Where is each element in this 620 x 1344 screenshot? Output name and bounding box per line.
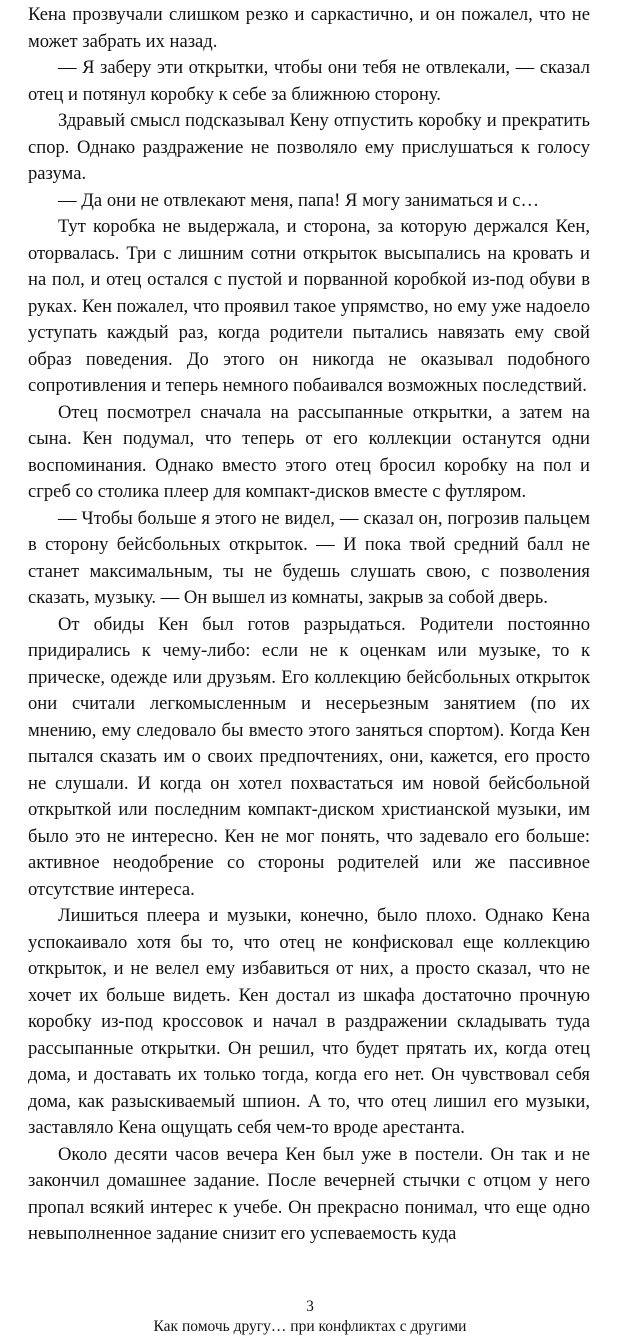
page-number: 3 [306,1298,314,1315]
paragraph-1: Кена прозвучали слишком резко и саркастично, и он пожалел, что не может забрать их назад. [28,4,590,52]
paragraph-10: Около десяти часов вечера Кен был уже в постели. Он так и не закончил домашнее задание. После вечерней стычки с отцом у него пропал всякий интерес к учебе. Он прекрасно понимал, что еще одно невыполненное задание снизит его успеваемость куда [28,1143,590,1244]
body-text [28,2,590,1248]
paragraph-5: Тут коробка не выдержала, и сторона, за которую держался Кен, оторвалась. Три с лишним сотни открыток высыпались на кровать и на пол, и отец остался с пустой и порванной коробкой из-под обуви в руках. Кен пожалел, что проявил такое упрямство, но ему уже надоело уступать каждый раз, когда родители пытались навязать ему свой образ поведения. До этого он никогда не оказывал подобного сопротивления и теперь немного побаивался возможных последствий. [28,216,590,396]
paragraph-9: Лишиться плеера и музыки, конечно, было плохо. Однако Кена успокаивало хотя бы то, что отец не конфисковал еще коллекцию открыток, и не велел ему избавиться от них, а просто сказал, что не хочет их больше видеть. Кен достал из шкафа достаточно прочную коробку из-под кроссовок и начал в раздражении складывать туда рассыпанные открытки. Он решил, что будет прятать их, когда отец дома, и доставать их только тогда, когда его нет. Он чувствовал себя дома, как разыскиваемый шпион. А то, что отец лишил его музыки, заставляло Кена ощущать себя чем-то вроде арестанта. [28,905,590,1138]
paragraph-8: От обиды Кен был готов разрыдаться. Родители постоянно придирались к чему-либо: если не к оценкам или музыке, то к прическе, одежде или друзьям. Его коллекцию бейсбольных открыток они считали легкомысленным и несерьезным занятием (по их мнению, ему следовало бы вместо этого заняться спортом). Когда Кен пытался сказать им о своих предпочтениях, они, кажется, его просто не слушали. И когда он хотел похвастаться им новой бейсбольной открыткой или последним компакт-диском христианской музыки, им было это не интересно. Кен не мог понять, что задевало его больше: активное неодобрение со стороны родителей или же пассивное отсутствие интереса. [28,613,590,900]
paragraph-2: — Я заберу эти открытки, чтобы они тебя не отвлекали, — сказал отец и потянул коробку к себе за ближнюю сторону. [28,57,590,105]
paragraph-4: — Да они не отвлекают меня, папа! Я могу заниматься и с… [58,189,540,211]
paragraph-7: — Чтобы больше я этого не видел, — сказал он, погрозив пальцем в сторону бейсбольных открыток. — И пока твой средний балл не станет максимальным, ты не будешь слушать свою, с позволения сказать, музыку. — Он вышел из комнаты, закрыв за собой дверь. [28,507,590,608]
running-footer-title: Как помочь другу… при конфликтах с другими [153,1318,467,1335]
paragraph-6: Отец посмотрел сначала на рассыпанные открытки, а затем на сына. Кен подумал, что теперь от его коллекции останутся одни воспоминания. Однако вместо этого отец бросил коробку на пол и сгреб со столика плеер для компакт-дисков вместе с футляром. [28,401,590,502]
paragraph-3: Здравый смысл подсказывал Кену отпустить коробку и прекратить спор. Однако раздражение не позволяло ему прислушаться к голосу разума. [28,110,590,184]
